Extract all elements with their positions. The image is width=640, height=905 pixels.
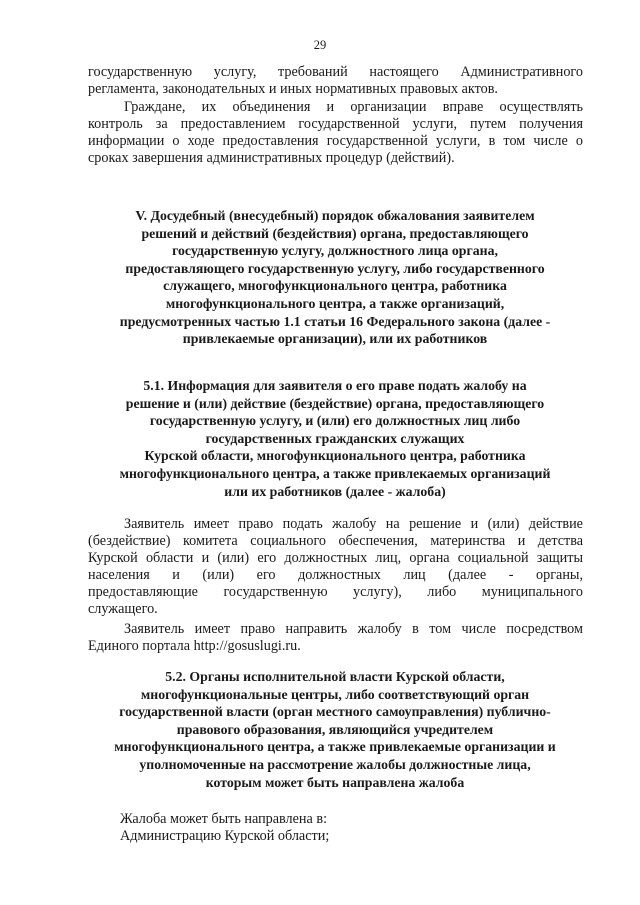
heading-line: 5.2. Органы исполнительной власти Курской области, xyxy=(165,669,505,684)
section-v-heading xyxy=(60,207,610,348)
text-line: Граждане, их объединения и организации вправе осуществлять xyxy=(124,99,583,115)
text-line: Заявитель имеет право направить жалобу в том числе посредством xyxy=(124,621,583,637)
citizens-control-paragraph xyxy=(88,99,583,167)
text-line: контроль за предоставлением государственной услуги, путем получения xyxy=(88,116,583,132)
heading-line: государственную услугу, должностного лица органа, xyxy=(172,243,498,259)
heading-line: которым может быть направлена жалоба xyxy=(205,774,465,790)
text-line: (бездействие) комитета социального обеспечения, материнства и детства xyxy=(88,533,583,549)
heading-line: предусмотренных частью 1.1 статьи 16 Федерального закона (далее - xyxy=(119,313,551,329)
heading-line: государственную услугу, и (или) его должностных лиц либо xyxy=(149,413,521,429)
heading-line: предоставляющего государственную услугу, либо государственного xyxy=(125,260,545,276)
text-line: населения и (или) его должностных лиц (далее - органы, xyxy=(88,567,583,583)
heading-line: многофункционального центра, а также организаций, xyxy=(165,295,505,311)
text-line: Курской области и (или) его должностных лиц, органа социальной защиты xyxy=(88,550,583,566)
text-line: служащего. xyxy=(88,601,158,617)
heading-line: решений и действий (бездействия) органа, предоставляющего xyxy=(141,225,529,241)
text-line: регламента, законодательных и иных нормативных правовых актов. xyxy=(88,81,498,97)
heading-line: многофункциональные центры, либо соответствующий орган xyxy=(140,686,530,702)
intro-paragraph xyxy=(88,64,583,98)
text-line: государственную услугу, требований настоящего Административного xyxy=(88,64,583,80)
text-line: Заявитель имеет право подать жалобу на решение и (или) действие xyxy=(124,516,583,532)
heading-line: привлекаемые организации), или их работников xyxy=(182,331,488,347)
section-5-2-heading xyxy=(60,668,610,791)
portal-paragraph xyxy=(88,621,583,655)
right-to-complain-paragraph xyxy=(88,516,583,618)
text-line: информации о ходе предоставления государственной услуги, в том числе о xyxy=(88,133,583,149)
heading-line: уполномоченные на рассмотрение жалобы должностные лица, xyxy=(139,756,531,772)
heading-line: многофункционального центра, а также привлекаемых организаций xyxy=(119,465,551,481)
complaint-destination-paragraph xyxy=(120,811,580,845)
heading-line: 5.1. Информация для заявителя о его праве подать жалобу на xyxy=(143,378,527,393)
section-5-1-heading xyxy=(60,377,610,500)
heading-line: правового образования, являющийся учредителем xyxy=(176,721,494,737)
heading-line: Курской области, многофункционального центра, работника xyxy=(144,448,526,464)
heading-line: или их работников (далее - жалоба) xyxy=(224,483,446,499)
text-line: Администрацию Курской области; xyxy=(120,828,330,844)
heading-line: V. Досудебный (внесудебный) порядок обжалования заявителем xyxy=(135,208,535,223)
portal-line: Единого портала http://gosuslugi.ru. xyxy=(88,638,301,654)
text-line: предоставляющие государственную услугу), либо муниципального xyxy=(88,584,583,600)
heading-line: государственной власти (орган местного самоуправления) публично- xyxy=(119,704,551,720)
text-line: сроках завершения административных процедур (действий). xyxy=(88,150,455,166)
page-number: 29 xyxy=(313,38,327,52)
heading-line: многофункционального центра, а также привлекаемые организации и xyxy=(114,739,556,755)
heading-line: служащего, многофункционального центра, работника xyxy=(163,278,507,294)
text-line: Жалоба может быть направлена в: xyxy=(120,811,328,827)
heading-line: государственных гражданских служащих xyxy=(205,430,465,446)
heading-line: решение и (или) действие (бездействие) органа, предоставляющего xyxy=(125,395,545,411)
